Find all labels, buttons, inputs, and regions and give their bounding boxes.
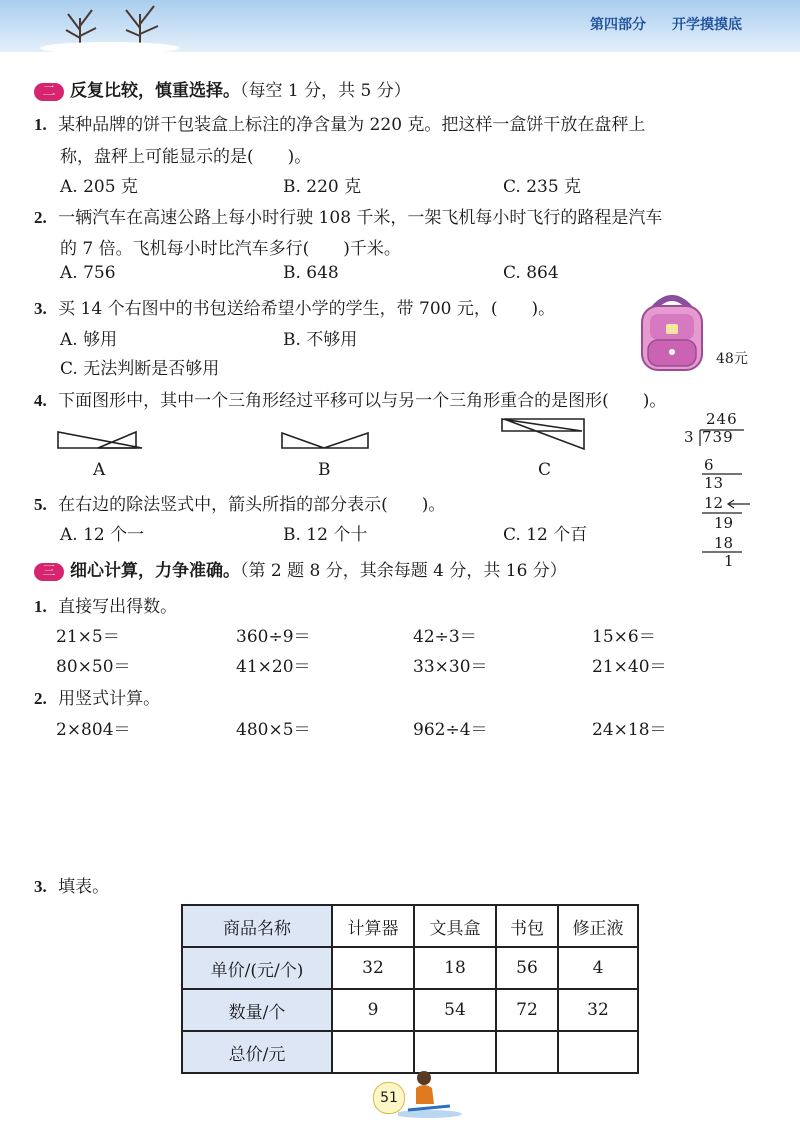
q1-line2: 称，盘秤上可能显示的是( )。 [60,147,312,167]
division-lines [684,410,754,580]
section2-score: （每空 1 分，共 5 分） [240,81,411,101]
calc-item: 480×5＝ [236,720,311,740]
calc-q3-heading [34,872,109,897]
header-section-label: 第四部分 [590,17,646,33]
calc-item: 360÷9＝ [236,627,311,647]
division-step-2: 13 [704,474,724,492]
table-row [182,905,638,947]
header-title: 开学摸摸底 [672,17,742,33]
table-answer-cell[interactable] [332,1031,414,1073]
table-cell: 9 [332,989,414,1031]
division-dividend: 739 [702,428,734,446]
figure-c-shape-2 [504,419,584,449]
table-header-cell: 修正液 [558,905,638,947]
q5-line1 [34,490,445,515]
q5-text: 在右边的除法竖式中，箭头所指的部分表示( )。 [58,495,446,515]
table-row-label: 数量/个 [182,989,332,1031]
calc-q1-heading [34,592,177,617]
calc-item: 33×30＝ [413,657,488,677]
division-step-4: 19 [714,514,734,532]
figure-a-label: A [93,460,106,480]
figure-c-label: C [538,460,552,480]
q1-option-b[interactable]: B. 220 克 [283,177,362,197]
triangle-figures [50,415,610,455]
division-step-5: 18 [714,534,734,552]
backpack-price-tag: 48元 [716,351,748,367]
table-header-cell: 商品名称 [182,905,332,947]
q3-number: 3. [34,299,47,318]
section2-heading [34,76,411,101]
table-cell: 32 [558,989,638,1031]
calc-item: 80×50＝ [56,657,131,677]
table-header-cell: 文具盒 [414,905,496,947]
table-cell: 32 [332,947,414,989]
figure-c-shape [502,419,582,431]
calc-q2-number: 2. [34,689,47,708]
table-cell: 4 [558,947,638,989]
calc-item: 15×6＝ [592,627,656,647]
table-answer-cell[interactable] [414,1031,496,1073]
division-arrow-icon [728,500,750,508]
calc-item: 2×804＝ [56,720,131,740]
q1-number: 1. [34,115,47,134]
q3-option-c[interactable]: C. 无法判断是否够用 [60,359,220,379]
figure-b-shape [282,433,324,448]
table-cell: 54 [414,989,496,1031]
division-divisor: 3 [684,428,694,446]
q2-option-b[interactable]: B. 648 [283,263,339,283]
calc-q3-title: 填表。 [58,877,110,897]
table-cell: 56 [496,947,558,989]
table-row-label: 总价/元 [182,1031,332,1073]
long-division [684,410,754,580]
calc-q1-title: 直接写出得数。 [58,597,178,617]
section3-score: （第 2 题 8 分，其余每题 4 分，共 16 分） [240,561,567,581]
figure-b-label: B [318,460,331,480]
table-row [182,1031,638,1073]
table-header-cell: 书包 [496,905,558,947]
section3-heading [34,556,567,581]
calc-item: 21×5＝ [56,627,120,647]
table-row-label: 单价/(元/个) [182,947,332,989]
q5-number: 5. [34,495,47,514]
page-number: 51 [380,1090,398,1106]
calc-item: 41×20＝ [236,657,311,677]
q1-line1 [34,110,645,135]
table-cell: 72 [496,989,558,1031]
page-number-badge [373,1082,405,1114]
q5-option-c[interactable]: C. 12 个百 [503,525,588,545]
q1-text: 某种品牌的饼干包装盒上标注的净含量为 220 克。把这样一盒饼干放在盘秤上 [58,115,646,135]
section2-title: 反复比较，慎重选择。 [70,81,240,101]
q2-number: 2. [34,208,47,227]
q2-line1 [34,203,662,228]
division-quotient: 246 [706,410,738,428]
price-table [181,904,639,1074]
q2-option-a[interactable]: A. 756 [60,263,116,283]
figure-b-shape-2 [324,433,368,448]
q4-number: 4. [34,391,47,410]
calc-item: 21×40＝ [592,657,667,677]
q2-text: 一辆汽车在高速公路上每小时行驶 108 千米，一架飞机每小时飞行的路程是汽车 [58,208,663,228]
q3-line1 [34,294,555,319]
q4-line1 [34,386,666,411]
division-step-3: 12 [704,494,724,512]
table-row [182,989,638,1031]
calc-q1-number: 1. [34,597,47,616]
division-step-1: 6 [704,456,714,474]
calc-q3-number: 3. [34,877,47,896]
q5-option-b[interactable]: B. 12 个十 [283,525,368,545]
calc-item: 962÷4＝ [413,720,488,740]
calc-q2-heading [34,684,160,709]
q3-option-a[interactable]: A. 够用 [60,330,118,350]
q1-option-c[interactable]: C. 235 克 [503,177,582,197]
calc-item: 24×18＝ [592,720,667,740]
section3-icon: 三 [34,563,64,581]
table-answer-cell[interactable] [496,1031,558,1073]
q3-option-b[interactable]: B. 不够用 [283,330,358,350]
skier-mascot-icon [398,1068,468,1118]
q3-text: 买 14 个右图中的书包送给希望小学的学生，带 700 元，( )。 [58,299,556,319]
section3-title: 细心计算，力争准确。 [70,561,240,581]
backpack-icon [632,290,712,374]
calc-item: 42÷3＝ [413,627,477,647]
snowy-trees-decoration [40,0,180,52]
calc-q2-title: 用竖式计算。 [58,689,161,709]
table-cell: 18 [414,947,496,989]
division-step-6: 1 [724,552,734,570]
q4-text: 下面图形中，其中一个三角形经过平移可以与另一个三角形重合的是图形( )。 [58,391,667,411]
table-answer-cell[interactable] [558,1031,638,1073]
table-row [182,947,638,989]
q1-option-a[interactable]: A. 205 克 [60,177,138,197]
section2-icon: 二 [34,83,64,101]
q5-option-a[interactable]: A. 12 个一 [60,525,145,545]
q2-option-c[interactable]: C. 864 [503,263,559,283]
q2-line2: 的 7 倍。飞机每小时比汽车多行( )千米。 [60,239,401,259]
table-header-cell: 计算器 [332,905,414,947]
